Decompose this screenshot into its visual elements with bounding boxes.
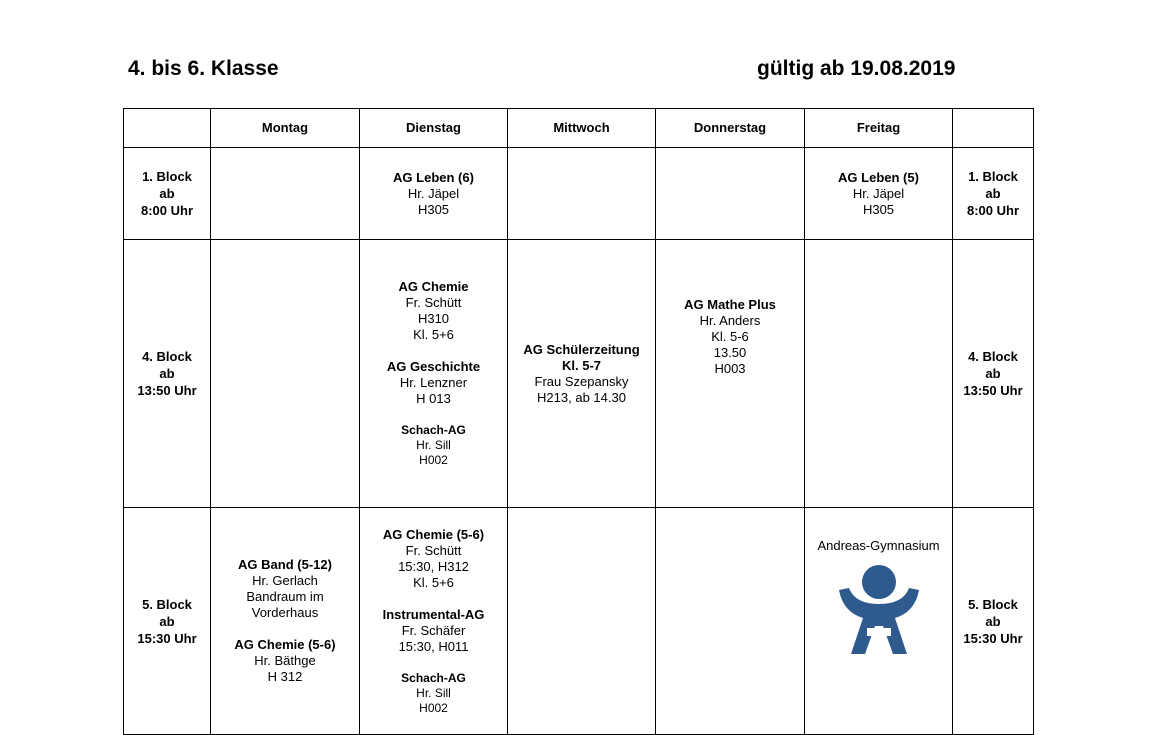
teacher: Hr. Gerlach (252, 573, 318, 588)
cell-b1-monday (211, 148, 360, 240)
course-title: AG Schülerzeitung (523, 341, 640, 357)
course-title: AG Chemie (5-6) (234, 637, 336, 652)
room: 15:30, H011 (398, 638, 469, 654)
valid-from-date: gültig ab 19.08.2019 (757, 57, 956, 80)
teacher: Frau Szepansky (534, 373, 629, 389)
room: Bandraum im (246, 589, 324, 604)
teacher: Fr. Schäfer (401, 622, 466, 638)
day-header-wednesday: Mittwoch (508, 109, 656, 148)
teacher: Hr. Jäpel (407, 185, 460, 201)
block-label-5: 5. Block ab 15:30 Uhr (124, 508, 211, 735)
cell-b5-thursday (656, 508, 805, 735)
block-label-5-right: 5. Block ab 15:30 Uhr (953, 508, 1034, 735)
cell-b4-wednesday (508, 240, 656, 508)
teacher: Hr. Anders (699, 313, 761, 328)
schedule-table (123, 108, 1034, 735)
day-header-thursday: Donnerstag (656, 109, 805, 148)
time: 13.50 (713, 345, 747, 360)
cell-b4-monday (211, 240, 360, 508)
course-title: Schach-AG (401, 670, 466, 685)
room: 15:30, H312 (398, 558, 469, 574)
block-label-4: 4. Block ab 13:50 Uhr (124, 240, 211, 508)
grade-info: Kl. 5+6 (413, 327, 454, 342)
course-title: Instrumental-AG (382, 606, 485, 622)
block-label-1: 1. Block ab 8:00 Uhr (124, 148, 211, 240)
teacher: Hr. Sill (416, 685, 451, 700)
room: H305 (417, 201, 450, 217)
grade-info: Kl. 5+6 (413, 574, 454, 590)
course-title: AG Mathe Plus (684, 297, 776, 312)
course-title: AG Leben (6) (393, 169, 474, 185)
course-title: AG Chemie (5-6) (382, 526, 485, 542)
room: H002 (419, 453, 448, 467)
teacher: Hr. Lenzner (399, 375, 468, 390)
teacher: Hr. Bäthge (254, 653, 316, 668)
teacher: Hr. Jäpel (852, 185, 905, 201)
block-label-4-right: 4. Block ab 13:50 Uhr (953, 240, 1034, 508)
table-row-block-5 (124, 508, 1034, 735)
room: H 312 (267, 669, 303, 684)
day-header-friday: Freitag (805, 109, 953, 148)
page-title: 4. bis 6. Klasse (128, 57, 279, 80)
andreas-gymnasium-logo-icon (837, 564, 921, 656)
room: H305 (862, 201, 895, 217)
corner-cell-right (953, 109, 1034, 148)
room: H002 (419, 700, 448, 715)
header-row (124, 109, 1034, 148)
course-grade: Kl. 5-7 (561, 357, 601, 373)
cell-b5-wednesday (508, 508, 656, 735)
teacher: Fr. Schütt (405, 295, 462, 310)
cell-b4-thursday (656, 240, 805, 508)
cell-b5-friday (805, 508, 953, 735)
room: H003 (714, 361, 746, 376)
day-header-tuesday: Dienstag (360, 109, 508, 148)
school-name: Andreas-Gymnasium (817, 538, 940, 553)
day-header-monday: Montag (211, 109, 360, 148)
cell-b4-tuesday (360, 240, 508, 508)
cell-b1-friday (805, 148, 953, 240)
cell-b5-monday (211, 508, 360, 735)
table-row-block-1 (124, 148, 1034, 240)
teacher: Fr. Schütt (405, 542, 462, 558)
room: H213, ab 14.30 (537, 389, 626, 405)
teacher: Hr. Sill (416, 438, 451, 452)
grade-info: Kl. 5-6 (711, 329, 749, 344)
course-title: Schach-AG (401, 423, 466, 437)
cell-b1-thursday (656, 148, 805, 240)
table-row-block-4 (124, 240, 1034, 508)
course-title: AG Chemie (398, 279, 469, 294)
cell-b5-tuesday (360, 508, 508, 735)
course-title: AG Geschichte (386, 359, 481, 374)
room: Vorderhaus (251, 605, 319, 620)
course-title: AG Leben (5) (838, 169, 919, 185)
course-title: AG Band (5-12) (238, 557, 332, 572)
room: H310 (417, 311, 450, 326)
block-label-1-right: 1. Block ab 8:00 Uhr (953, 148, 1034, 240)
corner-cell (124, 109, 211, 148)
cell-b4-friday (805, 240, 953, 508)
cell-b1-tuesday (360, 148, 508, 240)
cell-b1-wednesday (508, 148, 656, 240)
room: H 013 (416, 391, 451, 406)
